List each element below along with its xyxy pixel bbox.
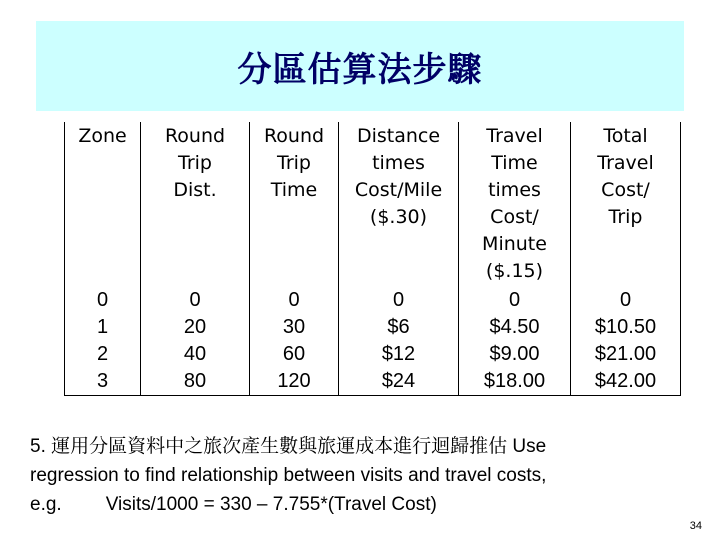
note-line bbox=[30, 490, 700, 519]
table-cell: 0 bbox=[141, 287, 250, 314]
table-cell: $10.50 bbox=[571, 314, 681, 341]
table-header-row bbox=[65, 122, 681, 287]
table-cell: 30 bbox=[250, 314, 339, 341]
note-line: regression to find relationship between visits and travel costs, bbox=[30, 465, 547, 486]
table-row bbox=[65, 368, 681, 396]
note-example-prefix: e.g. bbox=[30, 494, 62, 515]
table-cell: 120 bbox=[250, 368, 339, 396]
table-cell: $18.00 bbox=[459, 368, 571, 396]
table-cell: $42.00 bbox=[571, 368, 681, 396]
table-cell: 2 bbox=[65, 341, 141, 368]
table-cell: 0 bbox=[339, 287, 459, 314]
title-banner bbox=[36, 21, 684, 111]
table-cell: 3 bbox=[65, 368, 141, 396]
table-row bbox=[65, 314, 681, 341]
regression-formula: Visits/1000 = 330 – 7.755*(Travel Cost) bbox=[105, 494, 437, 515]
table-cell: 40 bbox=[141, 341, 250, 368]
header-distance-cost: Distance times Cost/Mile ($.30) bbox=[339, 122, 459, 287]
table-cell: $12 bbox=[339, 341, 459, 368]
table-cell: 60 bbox=[250, 341, 339, 368]
table-cell: $6 bbox=[339, 314, 459, 341]
table-cell: 0 bbox=[571, 287, 681, 314]
header-travel-time-cost: Travel Time times Cost/ Minute ($.15) bbox=[459, 122, 571, 287]
header-round-trip-dist: Round Trip Dist. bbox=[141, 122, 250, 287]
table-cell: 80 bbox=[141, 368, 250, 396]
header-round-trip-time: Round Trip Time bbox=[250, 122, 339, 287]
note-line: 5. 運用分區資料中之旅次產生數與旅運成本進行迴歸推估 Use bbox=[30, 436, 547, 457]
table-row bbox=[65, 287, 681, 314]
table-cell: 0 bbox=[250, 287, 339, 314]
table-cell: 0 bbox=[459, 287, 571, 314]
table-cell: 20 bbox=[141, 314, 250, 341]
page-number: 34 bbox=[689, 520, 702, 532]
header-zone: Zone bbox=[65, 122, 141, 287]
regression-note bbox=[30, 432, 700, 519]
table-cell: $9.00 bbox=[459, 341, 571, 368]
table-cell: $4.50 bbox=[459, 314, 571, 341]
table-cell: 1 bbox=[65, 314, 141, 341]
travel-cost-table bbox=[64, 122, 681, 396]
table-cell: 0 bbox=[65, 287, 141, 314]
table-cell: $24 bbox=[339, 368, 459, 396]
table-row bbox=[65, 341, 681, 368]
table-cell: $21.00 bbox=[571, 341, 681, 368]
page-title: 分區估算法步驟 bbox=[237, 49, 483, 90]
header-total-travel-cost: Total Travel Cost/ Trip bbox=[571, 122, 681, 287]
